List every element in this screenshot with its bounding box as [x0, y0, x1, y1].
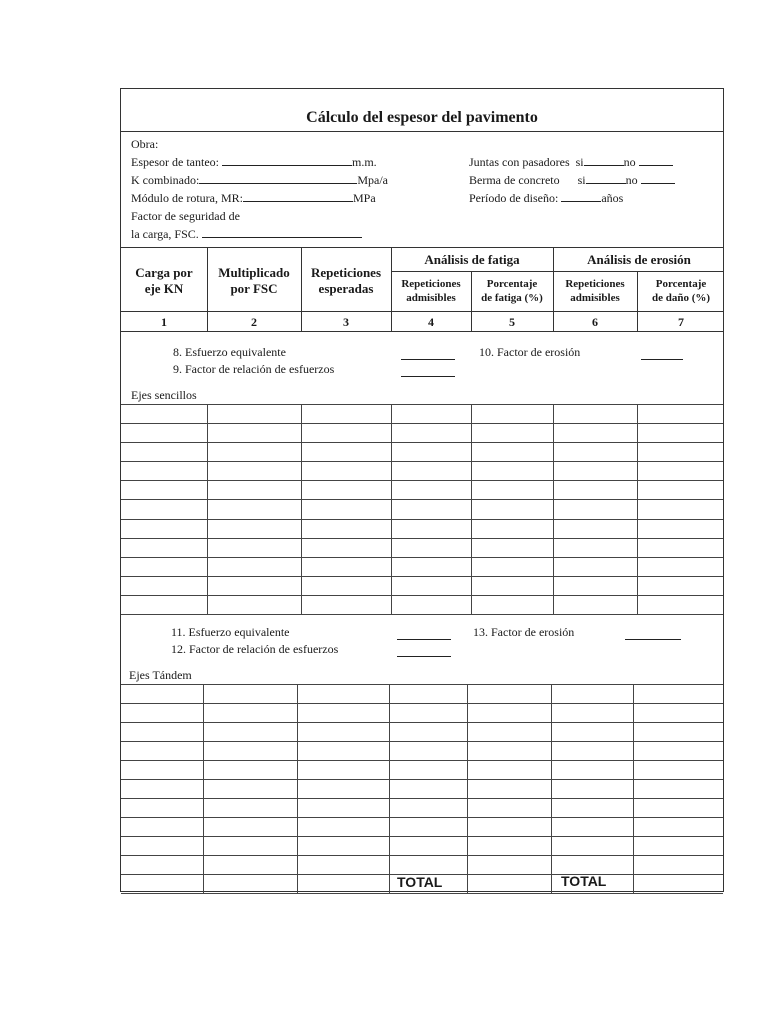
table-cell[interactable] [553, 519, 637, 538]
title-divider [121, 131, 723, 132]
table-cell[interactable] [121, 519, 207, 538]
table-cell[interactable] [633, 874, 725, 893]
obra-label: Obra: [131, 137, 159, 151]
table-cell[interactable] [551, 741, 633, 760]
table-cell[interactable] [471, 461, 553, 480]
fsc-label-line1: Factor de seguridad de [131, 209, 240, 223]
table-cell[interactable] [297, 798, 389, 817]
table-cell[interactable] [467, 703, 551, 722]
table-cell[interactable] [297, 836, 389, 855]
table-cell[interactable] [121, 538, 207, 557]
table-cell[interactable] [207, 423, 301, 442]
table-cell[interactable] [301, 538, 391, 557]
table-cell[interactable] [553, 557, 637, 576]
item-9-field[interactable] [401, 366, 455, 377]
grid-column-line [637, 404, 638, 614]
header-repeticiones: Repeticiones esperadas [310, 265, 382, 296]
berma-no-field[interactable] [641, 173, 675, 184]
table-cell[interactable] [551, 684, 633, 703]
juntas-no-field[interactable] [639, 155, 673, 166]
item-10: 10. Factor de erosión [479, 345, 581, 359]
table-cell[interactable] [301, 461, 391, 480]
table-cell[interactable] [551, 836, 633, 855]
table-cell[interactable] [637, 557, 725, 576]
grid-column-line [297, 684, 298, 893]
table-cell[interactable] [203, 703, 297, 722]
table-cell[interactable] [301, 595, 391, 614]
k-combinado-label: K combinado: Mpa/a [131, 173, 388, 187]
item-11-field[interactable] [397, 629, 451, 640]
ejes-tandem-label: Ejes Tándem [129, 668, 192, 682]
table-cell[interactable] [467, 741, 551, 760]
table-cell[interactable] [121, 703, 203, 722]
table-cell[interactable] [207, 461, 301, 480]
table-cell[interactable] [553, 480, 637, 499]
col-number-6: 6 [592, 315, 598, 329]
table-cell[interactable] [207, 538, 301, 557]
table-cell[interactable] [389, 703, 467, 722]
table-cell[interactable] [637, 519, 725, 538]
table-cell[interactable] [467, 684, 551, 703]
table-cell[interactable] [633, 684, 725, 703]
header-carga: Carga por eje KN [135, 265, 193, 296]
table-cell[interactable] [389, 684, 467, 703]
table-cell[interactable] [207, 404, 301, 423]
table-cell[interactable] [121, 760, 203, 779]
table-cell[interactable] [301, 404, 391, 423]
table-cell[interactable] [471, 404, 553, 423]
table-cell[interactable] [553, 499, 637, 518]
item-12-field[interactable] [397, 646, 451, 657]
table-cell[interactable] [207, 576, 301, 595]
table-cell[interactable] [553, 442, 637, 461]
juntas-label: Juntas con pasadores si no [469, 155, 673, 169]
table-cell[interactable] [633, 741, 725, 760]
table-cell[interactable] [121, 798, 203, 817]
table-cell[interactable] [389, 855, 467, 874]
table-cell[interactable] [203, 836, 297, 855]
table-cell[interactable] [471, 423, 553, 442]
header-multiplicado: Multiplicado por FSC [218, 265, 290, 296]
header-group-line [391, 271, 723, 272]
table-cell[interactable] [471, 557, 553, 576]
grid-column-line [551, 684, 552, 893]
grid-column-line [471, 404, 472, 614]
item-8-field[interactable] [401, 349, 455, 360]
total-erosion: TOTAL [561, 873, 607, 889]
header-porc-fatiga: Porcentaje de fatiga (%) [481, 278, 543, 304]
item-10-field[interactable] [641, 349, 683, 360]
table-cell[interactable] [203, 722, 297, 741]
table-cell[interactable] [203, 741, 297, 760]
table-cell[interactable] [553, 595, 637, 614]
table-cell[interactable] [121, 817, 203, 836]
table-cell[interactable] [297, 855, 389, 874]
header-erosion-group: Análisis de erosión [587, 252, 691, 267]
table-cell[interactable] [471, 538, 553, 557]
table-cell[interactable] [551, 722, 633, 741]
col-number-2: 2 [251, 315, 257, 329]
table-cell[interactable] [467, 779, 551, 798]
table-cell[interactable] [297, 703, 389, 722]
berma-label: Berma de concreto si no [469, 173, 675, 187]
table-cell[interactable] [389, 760, 467, 779]
table-cell[interactable] [121, 423, 207, 442]
table-cell[interactable] [121, 722, 203, 741]
table-cell[interactable] [301, 576, 391, 595]
table-cell[interactable] [389, 722, 467, 741]
table-cell[interactable] [389, 817, 467, 836]
col-number-1: 1 [161, 315, 167, 329]
table-cell[interactable] [203, 779, 297, 798]
table-cell[interactable] [297, 684, 389, 703]
table-cell[interactable] [121, 595, 207, 614]
table-cell[interactable] [471, 519, 553, 538]
ejes-sencillos-grid [121, 404, 723, 614]
table-cell[interactable] [471, 576, 553, 595]
col-number-4: 4 [428, 315, 434, 329]
periodo-label: Período de diseño: años [469, 191, 624, 205]
table-cell[interactable] [301, 480, 391, 499]
grid-column-line [391, 404, 392, 614]
table-cell[interactable] [121, 499, 207, 518]
table-cell[interactable] [467, 855, 551, 874]
table-cell[interactable] [121, 855, 203, 874]
header-porc-dano: Porcentaje de daño (%) [651, 278, 711, 304]
table-cell[interactable] [633, 817, 725, 836]
table-cell[interactable] [467, 836, 551, 855]
table-cell[interactable] [471, 442, 553, 461]
table-cell[interactable] [301, 499, 391, 518]
table-cell[interactable] [389, 836, 467, 855]
table-cell[interactable] [637, 404, 725, 423]
table-cell[interactable] [553, 423, 637, 442]
table-cell[interactable] [203, 855, 297, 874]
ejes-tandem-grid [121, 684, 723, 893]
total-fatiga: TOTAL [397, 874, 443, 890]
grid-column-line [553, 404, 554, 614]
table-cell[interactable] [121, 874, 203, 893]
modulo-label: Módulo de rotura, MR: MPa [131, 191, 376, 205]
table-cell[interactable] [391, 595, 471, 614]
table-cell[interactable] [471, 480, 553, 499]
header-rep-adm-fatiga: Repeticiones admisibles [401, 278, 461, 304]
item-9: 9. Factor de relación de esfuerzos [173, 362, 335, 376]
table-cell[interactable] [389, 779, 467, 798]
header-rep-adm-erosion: Repeticiones admisibles [565, 278, 625, 304]
grid-line [121, 893, 723, 894]
item-13: 13. Factor de erosión [473, 625, 575, 639]
grid-column-line [633, 684, 634, 893]
table-cell[interactable] [467, 874, 551, 893]
ejes-sencillos-label: Ejes sencillos [131, 388, 197, 402]
table-cell[interactable] [121, 836, 203, 855]
table-cell[interactable] [633, 836, 725, 855]
table-cell[interactable] [391, 557, 471, 576]
header-bottom-line [121, 311, 723, 312]
table-cell[interactable] [391, 538, 471, 557]
table-cell[interactable] [121, 442, 207, 461]
col-number-7: 7 [678, 315, 684, 329]
periodo-field[interactable] [561, 191, 601, 202]
table-cell[interactable] [391, 461, 471, 480]
table-cell[interactable] [391, 442, 471, 461]
table-cell[interactable] [207, 442, 301, 461]
table-cell[interactable] [203, 874, 297, 893]
numbers-bottom-line [121, 331, 723, 332]
table-cell[interactable] [121, 404, 207, 423]
table-cell[interactable] [207, 557, 301, 576]
table-cell[interactable] [633, 779, 725, 798]
table-cell[interactable] [297, 874, 389, 893]
table-cell[interactable] [389, 741, 467, 760]
k-combinado-field[interactable] [199, 173, 357, 184]
table-cell[interactable] [637, 423, 725, 442]
table-cell[interactable] [121, 557, 207, 576]
table-cell[interactable] [297, 760, 389, 779]
table-cell[interactable] [637, 480, 725, 499]
grid-column-line [301, 404, 302, 614]
table-cell[interactable] [551, 760, 633, 779]
table-cell[interactable] [471, 595, 553, 614]
table-cell[interactable] [121, 480, 207, 499]
item-11: 11. Esfuerzo equivalente [171, 625, 290, 639]
form-title: Cálculo del espesor del pavimento [306, 109, 538, 126]
table-cell[interactable] [553, 576, 637, 595]
table-cell[interactable] [471, 499, 553, 518]
item-13-field[interactable] [625, 629, 681, 640]
espesor-label: Espesor de tanteo: m.m. [131, 155, 377, 169]
table-cell[interactable] [121, 576, 207, 595]
table-cell[interactable] [121, 684, 203, 703]
table-cell[interactable] [391, 423, 471, 442]
table-cell[interactable] [121, 779, 203, 798]
grid-column-line [389, 684, 390, 893]
col-number-5: 5 [509, 315, 515, 329]
col-number-3: 3 [343, 315, 349, 329]
table-cell[interactable] [637, 538, 725, 557]
table-cell[interactable] [391, 404, 471, 423]
table-cell[interactable] [203, 760, 297, 779]
table-cell[interactable] [207, 480, 301, 499]
table-cell[interactable] [297, 722, 389, 741]
grid-column-line [203, 684, 204, 893]
table-cell[interactable] [121, 461, 207, 480]
table-cell[interactable] [637, 442, 725, 461]
table-cell[interactable] [553, 404, 637, 423]
table-cell[interactable] [551, 855, 633, 874]
table-cell[interactable] [391, 576, 471, 595]
table-cell[interactable] [637, 595, 725, 614]
table-cell[interactable] [553, 538, 637, 557]
grid-column-line [207, 404, 208, 614]
table-cell[interactable] [551, 779, 633, 798]
table-cell[interactable] [551, 798, 633, 817]
espesor-field[interactable] [222, 155, 352, 166]
table-cell[interactable] [467, 760, 551, 779]
table-cell[interactable] [301, 519, 391, 538]
table-cell[interactable] [297, 741, 389, 760]
grid-column-line [467, 684, 468, 893]
table-cell[interactable] [391, 499, 471, 518]
table-cell[interactable] [389, 798, 467, 817]
header-fatiga-group: Análisis de fatiga [424, 252, 520, 267]
table-cell[interactable] [203, 817, 297, 836]
table-cell[interactable] [467, 722, 551, 741]
modulo-field[interactable] [243, 191, 353, 202]
table-cell[interactable] [553, 461, 637, 480]
table-cell[interactable] [391, 480, 471, 499]
item-8: 8. Esfuerzo equivalente [173, 345, 286, 359]
berma-si-field[interactable] [586, 173, 626, 184]
table-cell[interactable] [551, 703, 633, 722]
table-cell[interactable] [297, 779, 389, 798]
table-cell[interactable] [467, 798, 551, 817]
juntas-si-field[interactable] [584, 155, 624, 166]
table-cell[interactable] [301, 557, 391, 576]
table-cell[interactable] [637, 499, 725, 518]
table-cell[interactable] [203, 798, 297, 817]
form-sheet [120, 88, 724, 892]
table-cell[interactable] [467, 817, 551, 836]
table-cell[interactable] [203, 684, 297, 703]
table-cell[interactable] [633, 855, 725, 874]
table-cell[interactable] [207, 595, 301, 614]
fsc-field[interactable] [202, 227, 362, 238]
grid-line [121, 614, 723, 615]
table-cell[interactable] [551, 817, 633, 836]
table-cell[interactable] [207, 519, 301, 538]
item-12: 12. Factor de relación de esfuerzos [171, 642, 339, 656]
fsc-label-line2: la carga, FSC. [131, 227, 362, 241]
table-cell[interactable] [301, 442, 391, 461]
table-cell[interactable] [637, 461, 725, 480]
table-cell[interactable] [297, 817, 389, 836]
table-cell[interactable] [633, 798, 725, 817]
table-cell[interactable] [633, 760, 725, 779]
header-top-line [121, 247, 723, 248]
table-cell[interactable] [301, 423, 391, 442]
table-cell[interactable] [391, 519, 471, 538]
table-cell[interactable] [207, 499, 301, 518]
table-cell[interactable] [633, 722, 725, 741]
table-cell[interactable] [633, 703, 725, 722]
table-cell[interactable] [637, 576, 725, 595]
table-cell[interactable] [121, 741, 203, 760]
